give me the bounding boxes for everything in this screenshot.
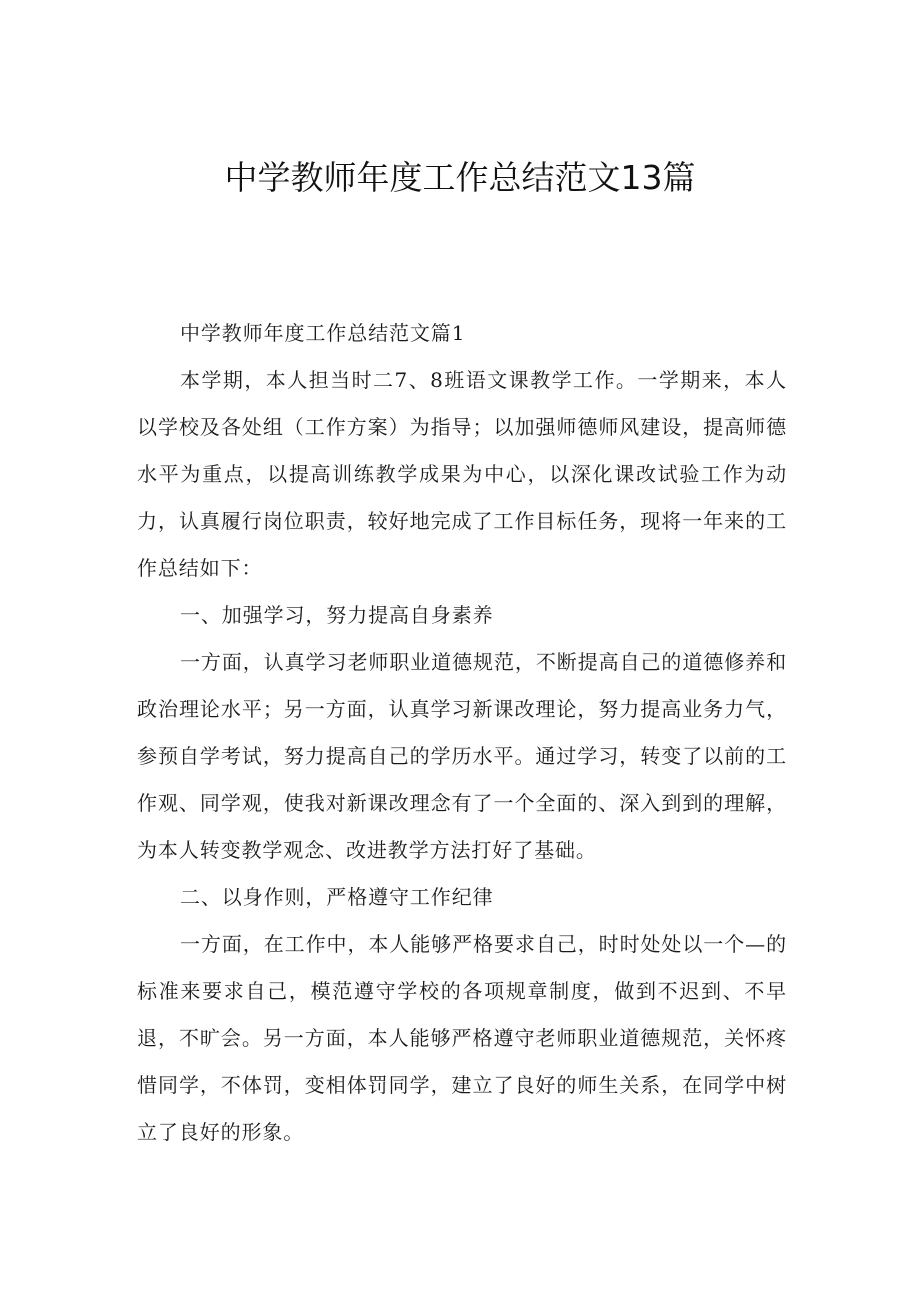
- heading-study: 一、加强学习，努力提高自身素养: [180, 603, 494, 627]
- intro-paragraph: 本学期，本人担当时二7、8班语文课教学工作。一学期来，本人以学校及各处组（工作方案）为指导；以加强师德师风建设，提高师德水平为重点，以提高训练教学成果为中心，以深化课改试验工作为动力，认真履行岗位职责，较好地完成了工作目标任务，现将一年来的工作总结如下：: [137, 368, 787, 580]
- heading-discipline: 二、以身作则，严格遵守工作纪律: [180, 885, 494, 909]
- document-title: 中学教师年度工作总结范文13篇: [224, 158, 696, 197]
- discipline-paragraph: 一方面，在工作中，本人能够严格要求自己，时时处处以一个—的标准来要求自己，模范遵守学校的各项规章制度，做到不迟到、不早退，不旷会。另一方面，本人能够严格遵守老师职业道德规范，关怀疼惜同学，不体罚，变相体罚同学，建立了良好的师生关系，在同学中树立了良好的形象。: [137, 932, 787, 1144]
- document-body: [137, 310, 787, 1156]
- section-title: 中学教师年度工作总结范文篇1: [180, 321, 466, 345]
- study-paragraph: 一方面，认真学习老师职业道德规范，不断提高自己的道德修养和政治理论水平；另一方面，认真学习新课改理论，努力提高业务力气，参预自学考试，努力提高自己的学历水平。通过学习，转变了以前的工作观、同学观，使我对新课改理念有了一个全面的、深入到到的理解，为本人转变教学观念、改进教学方法打好了基础。: [137, 650, 787, 862]
